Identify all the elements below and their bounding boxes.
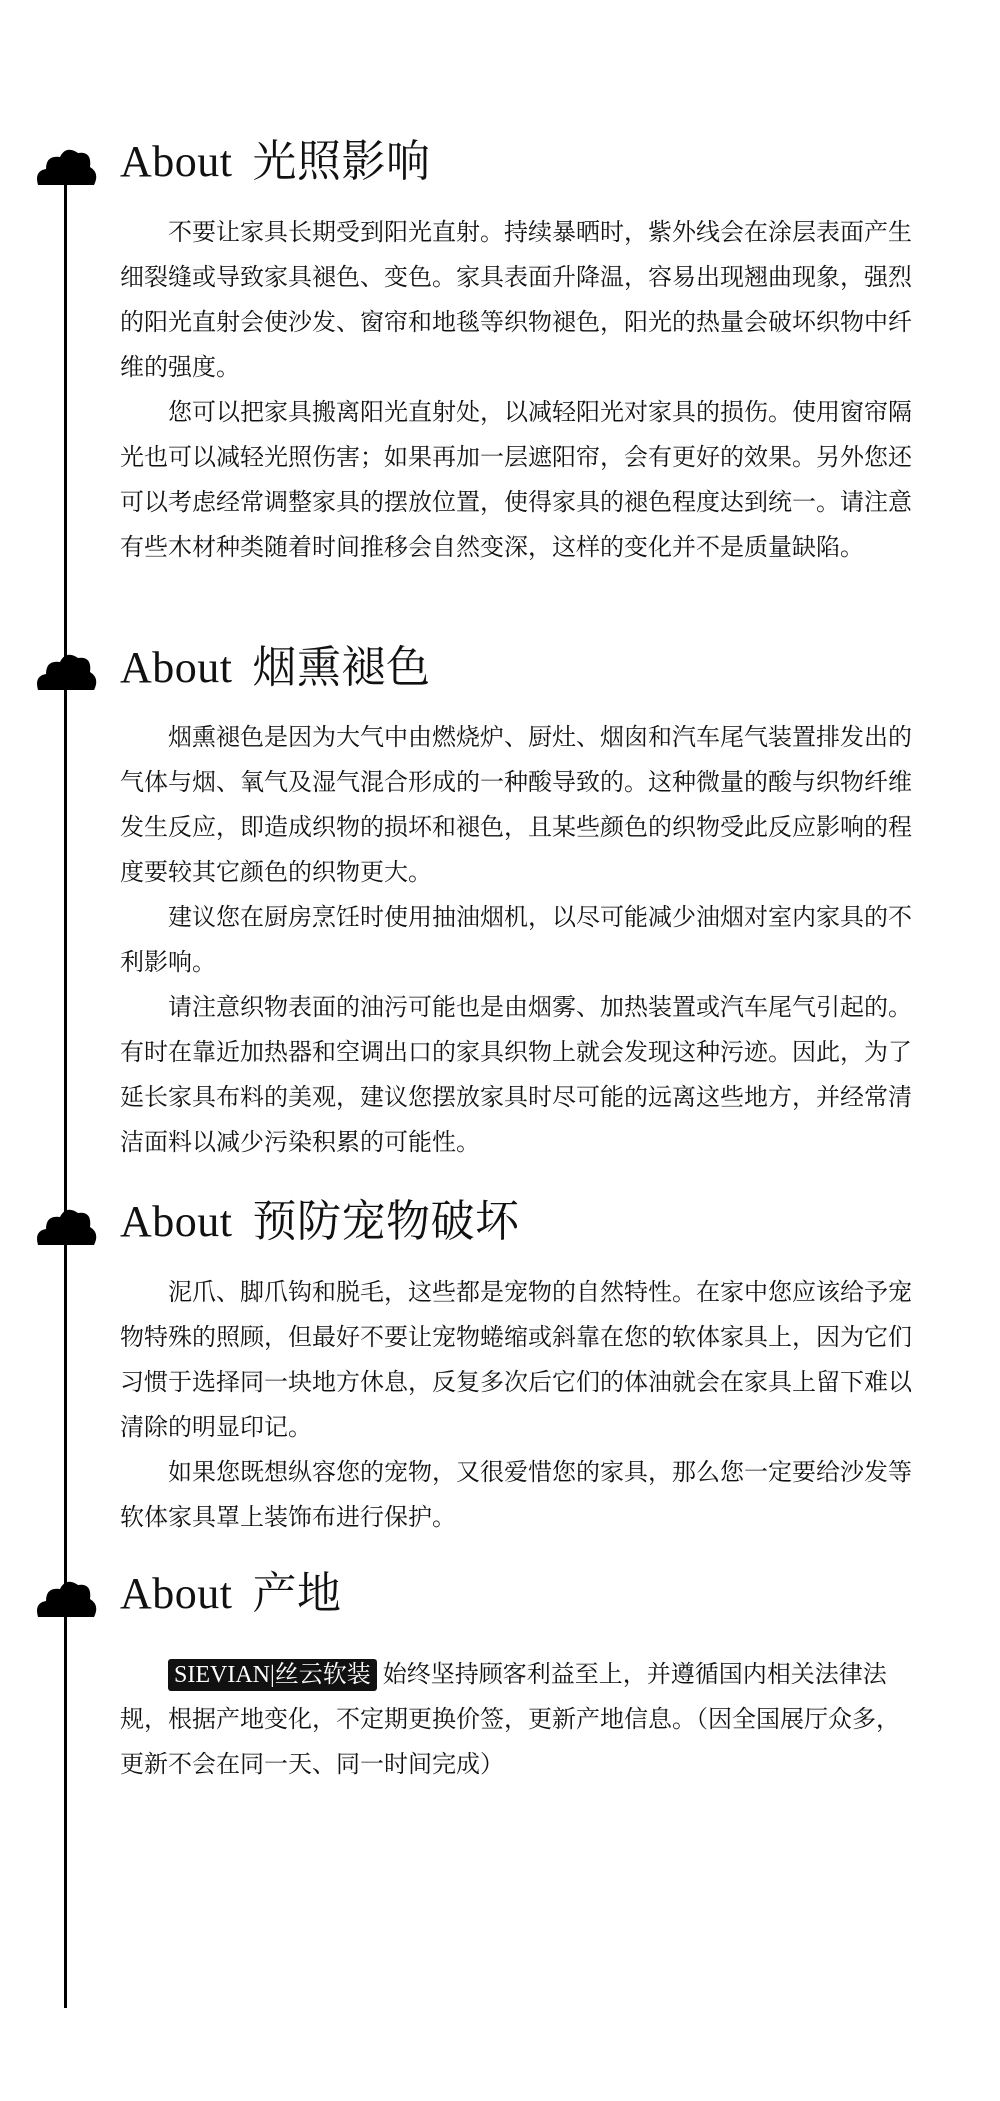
section-heading: About 烟熏褪色 — [120, 642, 431, 693]
timeline-line — [64, 170, 67, 2008]
section-body — [120, 715, 920, 1165]
paragraph-text: 始终坚持顾客利益至上，并遵循国内相关法律法规，根据产地变化，不定期更换价签，更新产地信息。（因全国展厅众多，更新不会在同一天、同一时间完成） — [120, 1660, 900, 1778]
cloud-icon — [34, 1205, 98, 1251]
paragraph: 烟熏褪色是因为大气中由燃烧炉、厨灶、烟囱和汽车尾气装置排发出的气体与烟、氧气及湿气混合形成的一种酸导致的。这种微量的酸与织物纤维发生反应，即造成织物的损坏和褪色，且某些颜色的织物受此反应影响的程度要较其它颜色的织物更大。 — [120, 723, 912, 886]
section-heading: About 产地 — [120, 1568, 342, 1619]
cloud-icon — [34, 1577, 98, 1623]
paragraph: 不要让家具长期受到阳光直射。持续暴晒时，紫外线会在涂层表面产生细裂缝或导致家具褪色、变色。家具表面升降温，容易出现翘曲现象，强烈的阳光直射会使沙发、窗帘和地毯等织物褪色，阳光的热量会破坏织物中纤维的强度。 — [120, 218, 912, 381]
paragraph: 如果您既想纵容您的宠物，又很爱惜您的家具，那么您一定要给沙发等软体家具罩上装饰布进行保护。 — [120, 1458, 912, 1531]
brand-badge: SIEVIAN|丝云软装 — [168, 1659, 377, 1691]
paragraph: 建议您在厨房烹饪时使用抽油烟机，以尽可能减少油烟对室内家具的不利影响。 — [120, 903, 912, 976]
paragraph: 泥爪、脚爪钩和脱毛，这些都是宠物的自然特性。在家中您应该给予宠物特殊的照顾，但最好不要让宠物蜷缩或斜靠在您的软体家具上，因为它们习惯于选择同一块地方休息，反复多次后它们的体油就会在家具上留下难以清除的明显印记。 — [120, 1278, 912, 1441]
section-body — [120, 210, 920, 570]
section-body — [120, 1652, 920, 1787]
paragraph: 您可以把家具搬离阳光直射处，以减轻阳光对家具的损伤。使用窗帘隔光也可以减轻光照伤害；如果再加一层遮阳帘，会有更好的效果。另外您还可以考虑经常调整家具的摆放位置，使得家具的褪色程度达到统一。请注意有些木材种类随着时间推移会自然变深，这样的变化并不是质量缺陷。 — [120, 398, 912, 561]
cloud-icon — [34, 145, 98, 191]
paragraph: 请注意织物表面的油污可能也是由烟雾、加热装置或汽车尾气引起的。有时在靠近加热器和空调出口的家具织物上就会发现这种污迹。因此，为了延长家具布料的美观，建议您摆放家具时尽可能的远离这些地方，并经常清洁面料以减少污染积累的可能性。 — [120, 993, 912, 1156]
cloud-icon — [34, 650, 98, 696]
section-body — [120, 1270, 920, 1540]
section-heading: About 光照影响 — [120, 136, 431, 187]
paragraph — [120, 1652, 920, 1787]
section-heading: About 预防宠物破坏 — [120, 1196, 520, 1247]
